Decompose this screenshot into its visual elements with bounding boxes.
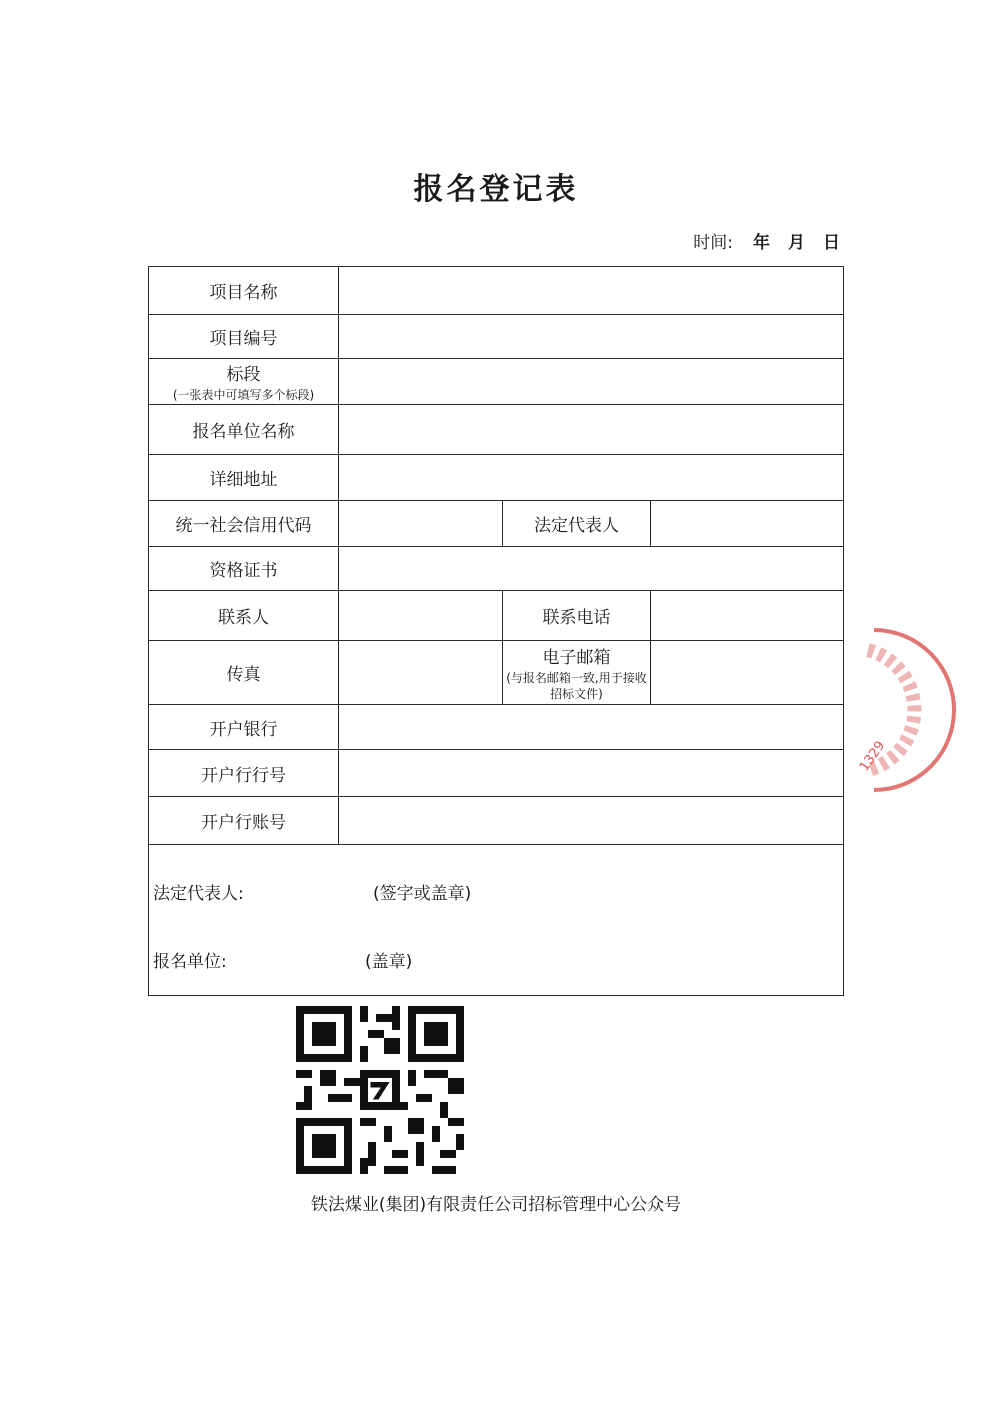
field-legal-rep[interactable]: [651, 501, 844, 547]
legal-rep-sign-note: (签字或盖章): [373, 884, 472, 904]
section-note: (一张表中可填写多个标段): [172, 388, 315, 402]
label-unit-name: 报名单位名称: [149, 405, 339, 455]
label-project-number: 项目编号: [149, 315, 339, 359]
label-qualification: 资格证书: [149, 547, 339, 591]
field-fax[interactable]: [339, 641, 503, 705]
registration-table: [148, 266, 844, 996]
date-day: 日: [823, 233, 840, 253]
legal-rep-sign-label: 法定代表人:: [153, 884, 244, 904]
label-section: [149, 359, 339, 405]
label-bank-number: 开户行行号: [149, 750, 339, 797]
date-year: 年: [753, 233, 770, 253]
unit-signature-row: [153, 947, 413, 972]
section-title: 标段: [226, 365, 261, 385]
field-email[interactable]: [651, 641, 844, 705]
field-bank[interactable]: [339, 705, 844, 750]
label-address: 详细地址: [149, 455, 339, 501]
label-bank-account: 开户行账号: [149, 797, 339, 845]
legal-rep-signature-row: [153, 879, 472, 904]
unit-sign-label: 报名单位:: [153, 952, 227, 972]
seal-number: 1329: [856, 738, 889, 775]
label-contact: 联系人: [149, 591, 339, 641]
field-phone[interactable]: [651, 591, 844, 641]
field-bank-number[interactable]: [339, 750, 844, 797]
company-seal-icon: [846, 620, 992, 800]
page-title: 报名登记表: [413, 172, 579, 207]
field-qualification[interactable]: [339, 547, 844, 591]
email-note: (与报名邮箱一致,用于接收招标文件): [506, 671, 647, 701]
field-address[interactable]: [339, 455, 844, 501]
qr-caption: 铁法煤业(集团)有限责任公司招标管理中心公众号: [310, 1195, 682, 1215]
signature-area[interactable]: [149, 845, 844, 996]
label-email: [503, 641, 651, 705]
email-title: 电子邮箱: [542, 648, 611, 668]
field-bank-account[interactable]: [339, 797, 844, 845]
label-credit-code: 统一社会信用代码: [149, 501, 339, 547]
field-project-name[interactable]: [339, 267, 844, 315]
label-bank: 开户银行: [149, 705, 339, 750]
label-fax: 传真: [149, 641, 339, 705]
unit-sign-note: (盖章): [365, 952, 413, 972]
date-line: [693, 228, 840, 253]
date-label: 时间:: [693, 233, 733, 253]
qr-code-icon: [296, 1006, 464, 1174]
label-project-name: 项目名称: [149, 267, 339, 315]
field-unit-name[interactable]: [339, 405, 844, 455]
label-legal-rep: 法定代表人: [503, 501, 651, 547]
label-phone: 联系电话: [503, 591, 651, 641]
date-month: 月: [788, 233, 805, 253]
field-credit-code[interactable]: [339, 501, 503, 547]
field-project-number[interactable]: [339, 315, 844, 359]
field-contact[interactable]: [339, 591, 503, 641]
field-section[interactable]: [339, 359, 844, 405]
